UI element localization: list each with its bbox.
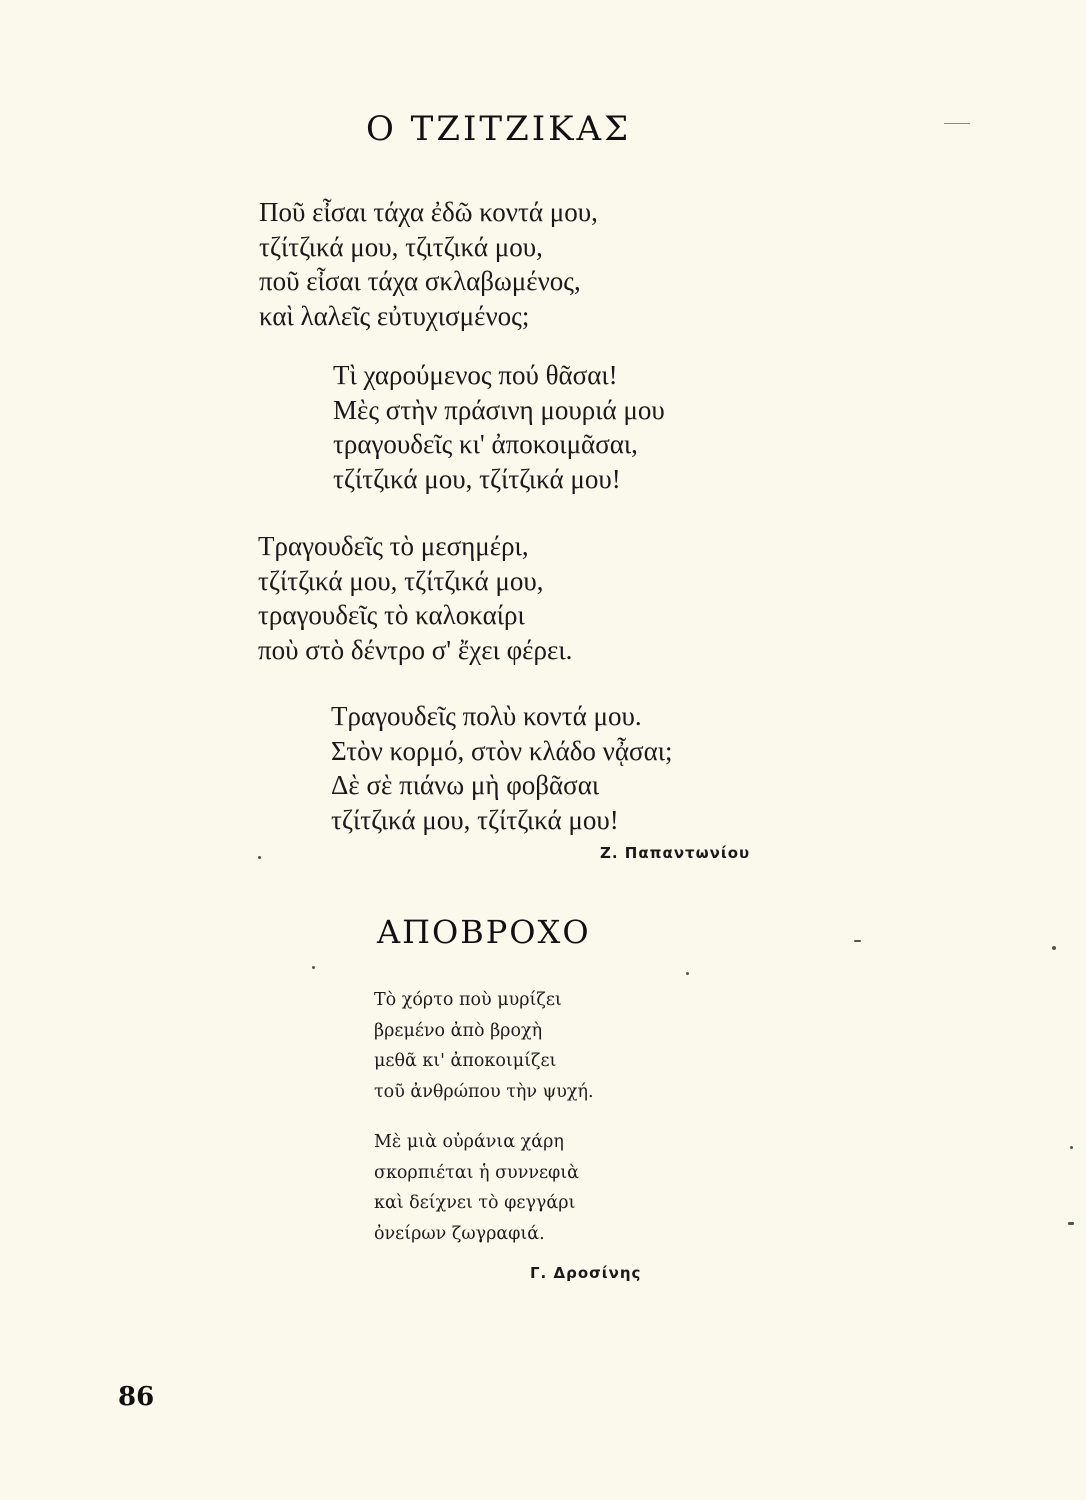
poem-line: τζίτζικά μου, τζίτζικά μου! <box>333 463 621 494</box>
poem-line: καὶ λαλεῖς εὐτυχισμένος; <box>259 300 530 331</box>
poem-line: Δὲ σὲ πιάνω μὴ φοβᾶσαι <box>331 770 600 800</box>
poem-line: τζίτζικά μου, τζίτζικά μου! <box>331 804 619 835</box>
poem-line: σκορπιέται ἡ συννεφιὰ <box>374 1162 579 1183</box>
poem-line: τζίτζικά μου, τζιτζικά μου, <box>259 231 543 262</box>
poem2-stanza-1 <box>374 985 594 1107</box>
scan-speck <box>258 856 261 859</box>
poem1-author: Ζ. Παπαντωνίου <box>600 844 751 862</box>
poem-line: βρεμένο ἀπὸ βροχὴ <box>374 1020 543 1041</box>
scan-speck <box>854 940 861 942</box>
poem-line: Ποῦ εἶσαι τάχα ἐδῶ κοντά μου, <box>259 197 598 227</box>
poem-line: ποὺ στὸ δέντρο σ' ἔχει φέρει. <box>258 634 573 665</box>
poem-line: τραγουδεῖς τὸ καλοκαίρι <box>258 600 525 630</box>
poem-line: ὀνείρων ζωγραφιά. <box>374 1223 545 1244</box>
poem-line: Τραγουδεῖς πολὺ κοντά μου. <box>331 701 642 731</box>
poem-line: τζίτζικά μου, τζίτζικά μου, <box>258 565 544 596</box>
poem-line: μεθᾶ κι' ἀποκοιμίζει <box>374 1051 557 1071</box>
poem-line: καὶ δείχνει τὸ φεγγάρι <box>374 1193 576 1213</box>
poem-line: Τραγουδεῖς τὸ μεσημέρι, <box>258 531 529 561</box>
poem-line: τραγουδεῖς κι' ἀποκοιμᾶσαι, <box>333 429 638 459</box>
scan-speck <box>312 966 315 969</box>
poem-line: Μὲς στὴν πράσινη μουριά μου <box>333 394 665 425</box>
scan-speck <box>1068 1222 1074 1225</box>
poem-line: Στὸν κορμό, στὸν κλάδο νᾆσαι; <box>331 735 673 766</box>
scan-speck <box>1052 946 1056 950</box>
poem2-author: Γ. Δροσίνης <box>530 1264 642 1282</box>
poem1-stanza-1 <box>259 195 598 333</box>
poem-line: Μὲ μιὰ οὐράνια χάρη <box>374 1132 564 1152</box>
poem1-stanza-3 <box>258 529 572 667</box>
poem-line: ποῦ εἶσαι τάχα σκλαβωμένος, <box>259 266 581 296</box>
poem-line: Τὶ χαρούμενος πού θᾶσαι! <box>333 360 618 390</box>
page-number: 86 <box>118 1382 155 1412</box>
scan-speck <box>686 972 689 975</box>
poem2-stanza-2 <box>374 1127 579 1249</box>
poem-line: Τὸ χόρτο ποὺ μυρίζει <box>374 990 562 1010</box>
scan-speck <box>1070 1146 1073 1149</box>
poem-title-tzitzikas: Ο ΤΖΙΤΖΙΚΑΣ <box>366 109 632 149</box>
poem1-stanza-2 <box>333 358 665 496</box>
scan-speck <box>944 123 970 124</box>
poem1-stanza-4 <box>331 699 673 837</box>
poem-line: τοῦ ἀνθρώπου τὴν ψυχή. <box>374 1081 594 1102</box>
poem-title-apovroxo: ΑΠΟΒΡΟΧΟ <box>377 913 591 951</box>
